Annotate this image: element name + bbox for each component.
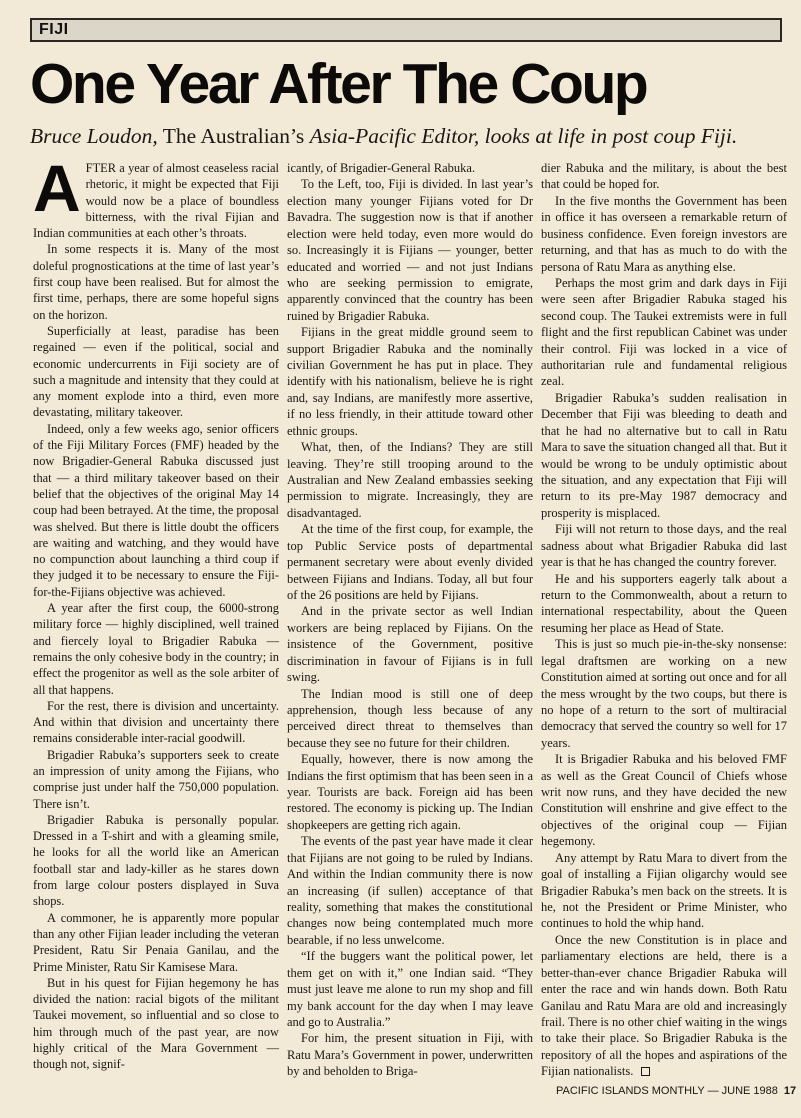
byline bbox=[30, 122, 790, 150]
article-paragraph: icantly, of Brigadier-General Rabuka. bbox=[287, 161, 476, 175]
article-paragraph: This is just so much pie-in-the-sky nonsense: legal draftsmen are working on a new Constitution aimed at sorting out once and for all the mess wrought by the two coups, but there is no hope of a return to the sort of multiracial democracy that served the country so well for 17 years. bbox=[541, 637, 787, 750]
article-paragraph: Perhaps the most grim and dark days in Fiji were seen after Brigadier Rabuka staged his second coup. The Taukei extremists were in full flight and the first republican Cabinet was under their control. Fiji was locked in a vice of authoritarian rule and fundamental religious zeal. bbox=[541, 275, 787, 389]
page-footer bbox=[556, 1085, 796, 1097]
article-paragraph: For him, the present situation in Fiji, with Ratu Mara’s Government in power, underwritten by and beholden to Briga- bbox=[287, 1031, 533, 1079]
article-paragraph: And in the private sector as well Indian workers are being replaced by Fijians. On the insistence of the Government, positive discrimination in favour of Fijians is in full swing. bbox=[287, 604, 533, 685]
article-paragraph: The events of the past year have made it clear that Fijians are not going to be ruled by Indians. And within the Indian community there is now an increasing (if sullen) acceptance of that reality, something that makes the constitutional changes now being contemplated much more bearable, if no less unwelcome. bbox=[287, 834, 533, 947]
byline-author: Bruce Loudon, bbox=[30, 124, 158, 148]
article-paragraph: Once the new Constitution is in place and parliamentary elections are held, there is a better-than-ever chance Brigadier Rabuka will enter the race and win hands down. Both Ratu Ganilau and Ratu Mara are old and increasingly frail. There is no other chief waiting in the wings to take their place. So Brigadier Rabuka is the repository of all the hopes and aspirations of the Fijian nationalists. bbox=[541, 932, 787, 1079]
article-paragraph: At the time of the first coup, for example, the top Public Service posts of departmental permanent secretary were about evenly divided between Fijians and Indians. Today, all but four of the 26 positions are held by Fijians. bbox=[287, 522, 533, 602]
article-paragraph: For the rest, there is division and uncertainty. And within that division and uncertainty there remains considerable inter-racial goodwill. bbox=[33, 698, 279, 746]
article-paragraph: A commoner, he is apparently more popular than any other Fijian leader including the veteran President, Ratu Sir Penaia Ganilau, and the Prime Minister, Ratu Sir Kamisese Mara. bbox=[33, 910, 279, 974]
article-paragraph: The Indian mood is still one of deep apprehension, though less because of any perceived direct threat to themselves than because they see no future for their children. bbox=[287, 686, 533, 750]
article-column-3 bbox=[541, 160, 787, 1080]
article-paragraph: Superficially at least, paradise has been regained — even if the political, social and economic undercurrents in Fiji society are of such a magnitude and intensity that they could at any moment explode into a third, even more devastating, military takeover. bbox=[33, 323, 279, 420]
page-number: 17 bbox=[783, 1085, 797, 1097]
article-paragraph: He and his supporters eagerly talk about a return to the Commonwealth, about a return to international respectability, about the Queen resuming her place as Head of State. bbox=[541, 571, 787, 635]
footer-publication: PACIFIC ISLANDS MONTHLY — JUNE 1988 bbox=[556, 1085, 778, 1097]
article-paragraph: Fijians in the great middle ground seem to support Brigadier Rabuka and the nominally civilian Government he has put in place. They identify with his nationalism, believe he is right and, say Indians, are manifestly more assertive, if no less friendly, in their attitude toward other ethnic groups. bbox=[287, 325, 533, 438]
article-paragraph: AFTER a year of almost ceaseless racial rhetoric, it might be expected that Fiji would now be a place of boundless bitterness, with the rival Fijian and Indian communities at each other’s throats. bbox=[33, 151, 279, 241]
article-paragraph: To the Left, too, Fiji is divided. In last year’s election many younger Fijians voted for Dr Bavadra. The suggestion now is that if another election were held today, even more would do so. Increasingly it is Fijians — younger, better educated and worried — and not just Indians who are seeking permission to emigrate, apparently convinced that the country has been ruined by Brigadier Rabuka. bbox=[287, 177, 533, 323]
article-paragraph: Brigadier Rabuka’s supporters seek to create an impression of unity among the Fijians, who comprise just under half the 750,000 population. There isn’t. bbox=[33, 747, 279, 811]
article-paragraph: Brigadier Rabuka’s sudden realisation in December that Fiji was bleeding to death and that he had no alternative but to call in Ratu Mara to save the situation changed all that. But it would be wrong to be unduly optimistic about the situation, and any expectation that Fiji will return to its pre-May 1987 democracy and prosperity is misplaced. bbox=[541, 390, 787, 520]
article-paragraph: A year after the first coup, the 6000-strong military force — highly disciplined, well trained and fiercely loyal to Brigadier Rabuka — remains the only cohesive body in the country; in effect the progenitor as well as the sole arbiter of all that happens. bbox=[33, 601, 279, 697]
article-paragraph: Fiji will not return to those days, and the real sadness about what Brigadier Rabuka did last year is that he has changed the country forever. bbox=[541, 522, 787, 570]
article-paragraph: “If the buggers want the political power, let them get on with it,” one Indian said. “They must just leave me alone to run my shop and fill my bank account for the day when I may leave and go to Australia.” bbox=[287, 949, 533, 1029]
article-paragraph: Indeed, only a few weeks ago, senior officers of the Fiji Military Forces (FMF) headed by the now Brigadier-General Rabuka discussed just that — a third military takeover based on their belief that the objectives of the original May 14 coup had been betrayed. At the time, the proposal was shelved. But there is little doubt the officers are waiting and watching, and they would have no compunction about launching a third coup if they judged it to be necessary to ensure the Fiji-for-the-Fijians objective was achieved. bbox=[33, 421, 279, 599]
article-paragraph: Equally, however, there is now among the Indians the first optimism that has been seen in a year. Tourists are back. Foreign aid has been restored. The economy is picking up. The Indian shopkeepers are getting rich again. bbox=[287, 752, 533, 832]
article-paragraph: dier Rabuka and the military, is about the best that could be hoped for. bbox=[541, 161, 787, 192]
article-paragraph: It is Brigadier Rabuka and his beloved FMF as well as the Great Council of Chiefs whose writ now runs, and they have decided the new Constitution will enshrine and give effect to the objectives of the original coup — Fijian hegemony. bbox=[541, 752, 787, 849]
article-column-2 bbox=[287, 160, 533, 1080]
article-paragraph: In some respects it is. Many of the most doleful prognostications at the time of last year’s first coup have been realised. But for almost the first time, perhaps, there are some hopeful signs on the horizon. bbox=[33, 242, 279, 322]
drop-cap: A bbox=[33, 151, 81, 225]
end-of-article-mark bbox=[641, 1067, 650, 1076]
byline-publication: The Australian’s bbox=[157, 124, 310, 148]
byline-role: Asia-Pacific Editor, looks at life in post coup Fiji. bbox=[309, 124, 738, 148]
headline: One Year After The Coup bbox=[30, 52, 647, 116]
article-paragraph: In the five months the Government has been in office it has overseen a remarkable return of business confidence. Even foreign investors are returning, and that has as much to do with the persona of Ratu Mara as anything else. bbox=[541, 193, 787, 274]
article-column-1 bbox=[33, 151, 279, 1073]
article-paragraph: But in his quest for Fijian hegemony he has divided the nation: racial bigots of the militant Taukei movement, so influential and so close to him through much of the past year, are now highly critical of the Mara Government — though not, signif- bbox=[33, 975, 279, 1072]
section-label: FIJI bbox=[39, 21, 69, 38]
article-paragraph: What, then, of the Indians? They are still leaving. They’re still trooping around to the Australian and New Zealand embassies seeking permission to migrate. Increasingly, they are disadvantaged. bbox=[287, 440, 533, 520]
section-label-box bbox=[30, 18, 782, 42]
article-paragraph: Any attempt by Ratu Mara to divert from the goal of installing a Fijian oligarchy would see Brigadier Rabuka’s men back on the streets. It is he, not the President or Prime Minister, who continues to hold the whip hand. bbox=[541, 850, 787, 931]
article-paragraph: Brigadier Rabuka is personally popular. Dressed in a T-shirt and with a gleaming smile, he looks for all the world like an American football star and lady-killer as he stares down from large colour posters displayed in Suva shops. bbox=[33, 812, 279, 909]
